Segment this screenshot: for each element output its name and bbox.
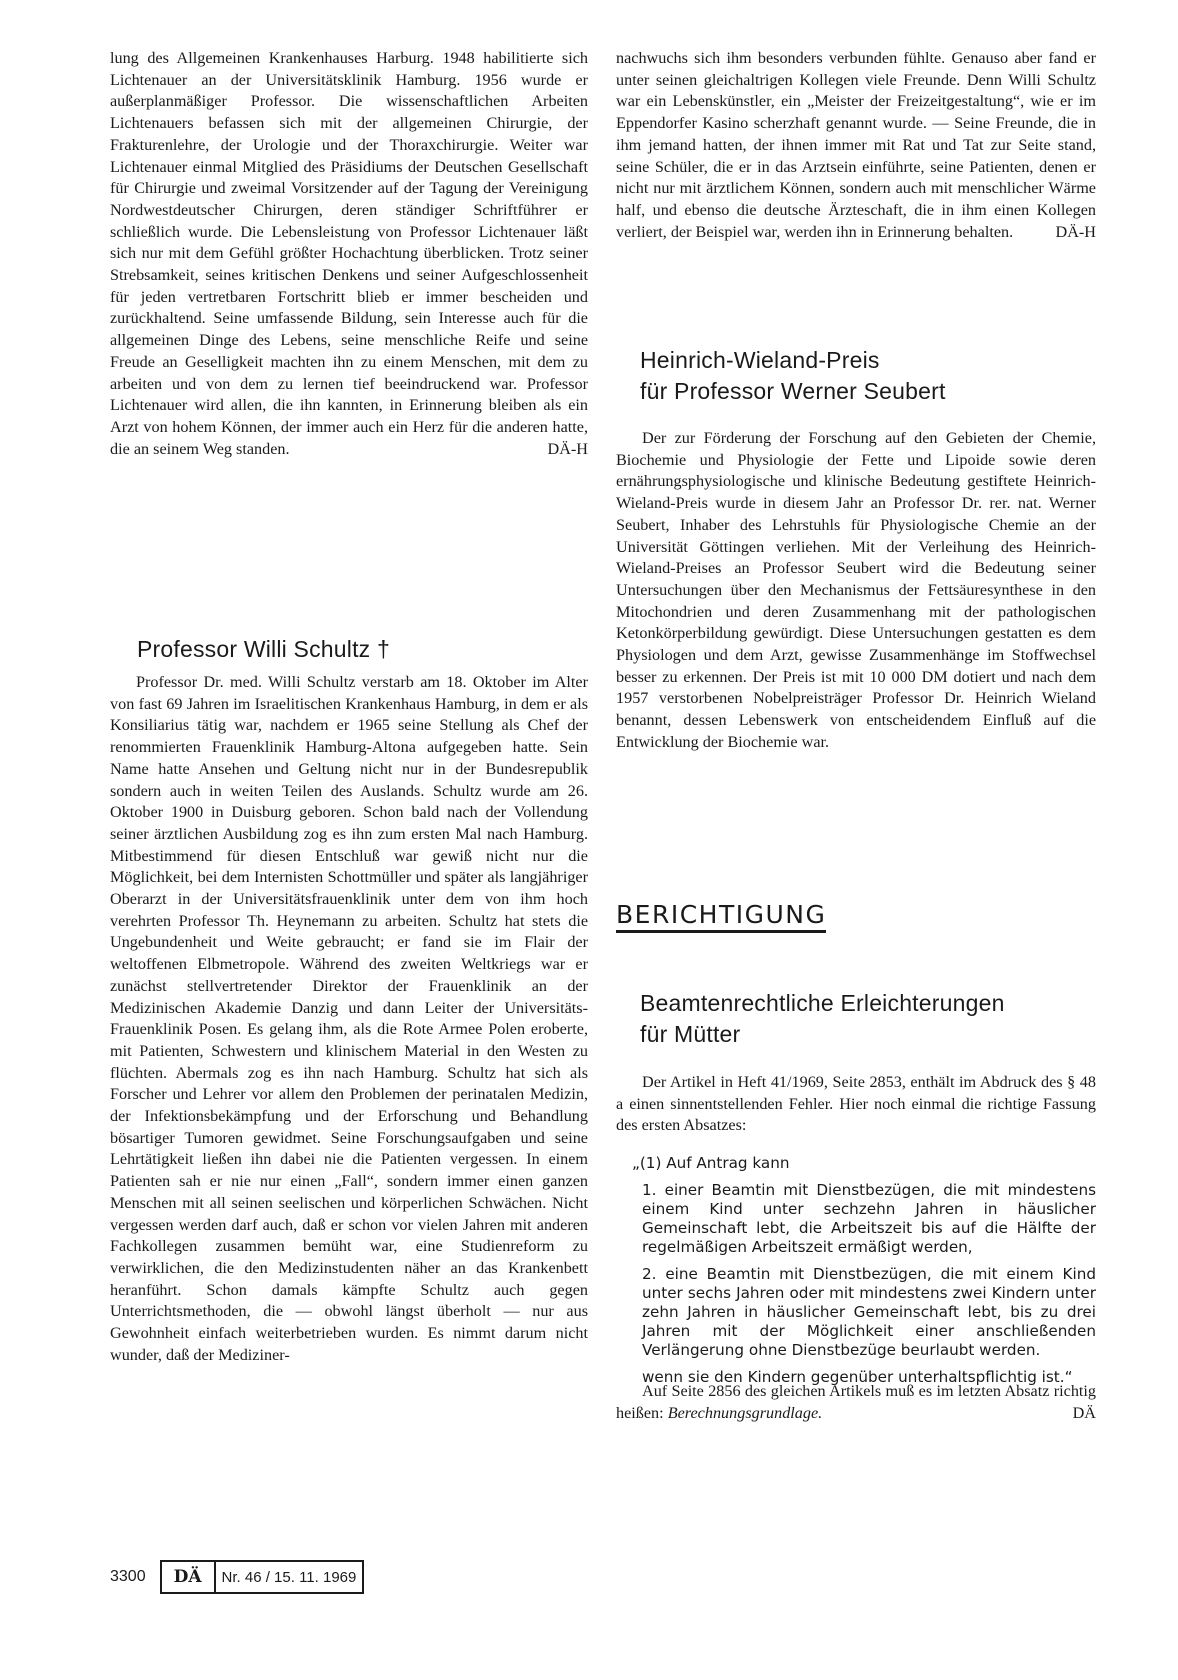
author-signature: DÄ-H [1055,222,1096,241]
paragraph-text: nachwuchs sich ihm besonders verbunden fühlte. Genauso aber fand er unter seinen gleichaltrigen Kollegen viele Freunde. Denn Willi Schultz war ein Lebenskünstler, ein „Meister der Freizeitgestaltung“, wie er im Eppendorfer Kasino scherzhaft genannt wurde. — Seine Freunde, die in ihm jemand hatten, der ihnen immer mit Rat und Tat zur Seite stand, seine Schüler, die er in das Arztsein einführte, seine Patienten, denen er nicht nur mit ärztlichem Können, sondern auch mit menschlicher Wärme half, und ebenso die deutsche Ärzteschaft, die in ihm einen Kollegen verliert, der Beispiel war, werden ihn in Erinnerung behalten. [616,49,1096,241]
correction-intro: Der Artikel in Heft 41/1969, Seite 2853, enthält im Abdruck des § 48 a einen sinnentstellenden Fehler. Hier noch einmal die richtige Fassung des ersten Absatzes: [616,1073,1096,1135]
correction-section-heading [616,900,826,933]
schultz-obituary-text: Professor Dr. med. Willi Schultz verstarb am 18. Oktober im Alter von fast 69 Jahren im Israelitischen Krankenhaus Hamburg, in dem er als Konsiliarius tätig war, nachdem er 1965 seine Stellung als Chef der renommierten Frauenklinik Hamburg-Altona aufgegeben hatte. Sein Name hatte Ansehen und Geltung nicht nur in der Bundesrepublik sondern auch in weiten Teilen des Auslands. Schultz wurde am 26. Oktober 1900 in Duisburg geboren. Schon bald nach der Vollendung seiner ärztlichen Ausbildung zog es ihn zum ersten Mal nach Hamburg. Mitbestimmend für diesen Entschluß war gewiß nicht nur die Möglichkeit, bei dem Internisten Schottmüller und später als langjähriger Oberarzt in der Universitätsfrauenklinik unter dem von ihm hoch verehrten Professor Th. Heynemann zu arbeiten. Schultz hat stets die Ungebundenheit und Weite gebraucht; er fand sie im Flair der weltoffenen Elbmetropole. Während des zweiten Weltkriegs war er zunächst stellvertretender Direktor der Frauenklinik an der Medizinischen Akademie Danzig und dann Leiter der Universitäts-Frauenklinik Posen. Es gelang ihm, als die Rote Armee Polen eroberte, mit Patienten, Schwestern und klinischem Material in den Westen zu flüchten. Abermals zog es ihn nach Hamburg. Schultz hat sich als Forscher und Lehrer vor allem den Problemen der perinatalen Medizin, der Infektionsbekämpfung und der Erforschung und Behandlung bösartiger Tumoren gewidmet. Seine Forschungsaufgaben und seine Lehrtätigkeit ließen ihn dabei nie die Patienten vergessen. In einem Patienten sah er nie nur einen „Fall“, sondern immer einen ganzen Menschen mit all seinen seelischen und körperlichen Schwächen. Nicht vergessen werden darf auch, daß er schon vor vielen Jahren mit anderen Fachkollegen zusammen bemüht war, eine Studienreform zu verwirklichen, die den Medizinstudenten näher an das Krankenbett heranführt. Schon damals kämpfte Schultz auch gegen Unterrichtsmethoden, die — obwohl längst überholt — nur aus Gewohnheit einfach weiterbetrieben wurden. Es nimmt darum nicht wunder, daß der Mediziner- [110,673,588,1364]
prize-heading [640,345,946,407]
prize-title-line-1: Heinrich-Wieland-Preis [640,347,880,373]
page-footer [110,1560,364,1594]
page-number: 3300 [110,1568,146,1585]
prize-title-line-2: für Professor Werner Seubert [640,378,946,404]
quote-item-2: 2. eine Beamtin mit Dienstbezügen, die mit einem Kind unter sechs Jahren oder mit mindestens zwei Kindern unter zehn Jahren in häuslicher Gemeinschaft lebt, bis zu drei Jahren mit der Möglichkeit einer anschließenden Verlängerung ohne Dienstbezüge beurlaubt werden. [642,1265,1096,1359]
quote-end: wenn sie den Kindern gegenüber unterhaltspflichtig ist.“ [642,1368,1073,1386]
paragraph-text: Auf Seite 2856 des gleichen Artikels muß es im letzten Absatz richtig heißen: [616,1382,1096,1422]
right-column [616,48,1096,1422]
correction-title-line-1: Beamtenrechtliche Erleichterungen [640,990,1005,1016]
left-column [110,48,588,1364]
paragraph-text: lung des Allgemeinen Krankenhauses Harburg. 1948 habilitierte sich Lichtenauer an der Universitätsklinik Hamburg. 1956 wurde er außerplanmäßiger Professor. Die wissenschaftlichen Arbeiten Lichtenauers befassen sich mit der allgemeinen Chirurgie, der Frakturenlehre, der Urologie und der Thoraxchirurgie. Weiter war Lichtenauer einmal Mitglied des Präsidiums der Deutschen Gesellschaft für Chirurgie und zweimal Vorsitzender auf der Tagung der Vereinigung Nordwestdeutscher Chirurgen, deren ständiger Schriftführer er schließlich wurde. Die Lebensleistung von Professor Lichtenauer läßt sich nur mit dem Gefühl größter Hochachtung überblicken. Trotz seiner Strebsamkeit, seines kritischen Denkens und seiner Aufgeschlossenheit für jeden vertretbaren Fortschritt blieb er immer bescheiden und zurückhaltend. Seine umfassende Bildung, sein Interesse auch für die allgemeinen Dinge des Lebens, seine menschliche Reife und seine Freude an Geselligkeit machten ihn zu einem Menschen, mit dem zu arbeiten und von dem zu lernen tief beeindruckend war. Professor Lichtenauer wird allen, die ihn kannten, in Erinnerung bleiben als ein Arzt von hohem Können, der immer auch ein Herz für die anderen hatte, die an seinem Weg standen. [110,49,588,458]
journal-issue-box [160,1560,365,1594]
correction-note [616,1381,1096,1424]
author-signature: DÄ [1072,1403,1096,1422]
lichtenauer-obituary-end [110,48,588,460]
author-signature: DÄ-H [547,439,588,458]
italic-term: Berechnungsgrundlage. [667,1403,823,1422]
schultz-obituary-continued [616,48,1096,243]
obituary-title: Professor Willi Schultz † [137,636,390,662]
correction-article-heading [640,988,1005,1050]
corrected-paragraph-quote [632,1154,1096,1387]
berichtigung-heading: BERICHTIGUNG [616,900,826,933]
quote-item-1: 1. einer Beamtin mit Dienstbezügen, die mit mindestens einem Kind unter sechzehn Jahren in häuslicher Gemeinschaft lebt, die Arbeitszeit bis auf die Hälfte der regelmäßigen Arbeitszeit ermäßigt werden, [642,1181,1096,1256]
prize-text: Der zur Förderung der Forschung auf den Gebieten der Chemie, Biochemie und Physiologie der Fette und Lipoide sowie deren ernährungsphysiologische und klinische Bedeutung gestiftete Heinrich-Wieland-Preis wurde in diesem Jahr an Professor Dr. rer. nat. Werner Seubert, Inhaber des Lehrstuhls für Physiologische Chemie an der Universität Göttingen verliehen. Mit der Verleihung des Heinrich-Wieland-Preises an Professor Seubert wird die Bedeutung seiner Untersuchungen über den Mechanismus der Fettsäuresynthese in den Mitochondrien und deren Zusammenhang mit der pathologischen Ketonkörperbildung gewürdigt. Diese Untersuchungen gestatten es dem Physiologen und dem Arzt, gewisse Zusammenhänge im Stoffwechsel besser zu erkennen. Der Preis ist mit 10 000 DM dotiert und nach dem 1957 verstorbenen Nobelpreisträger Professor Dr. Heinrich Wieland benannt, dessen Lebenswerk von entscheidendem Einfluß auf die Entwicklung der Biochemie war. [616,429,1096,751]
issue-info: Nr. 46 / 15. 11. 1969 [221,1568,357,1586]
quote-intro: „(1) Auf Antrag kann [632,1154,790,1172]
correction-title-line-2: für Mütter [640,1021,741,1047]
journal-logo: DÄ [162,1562,216,1592]
